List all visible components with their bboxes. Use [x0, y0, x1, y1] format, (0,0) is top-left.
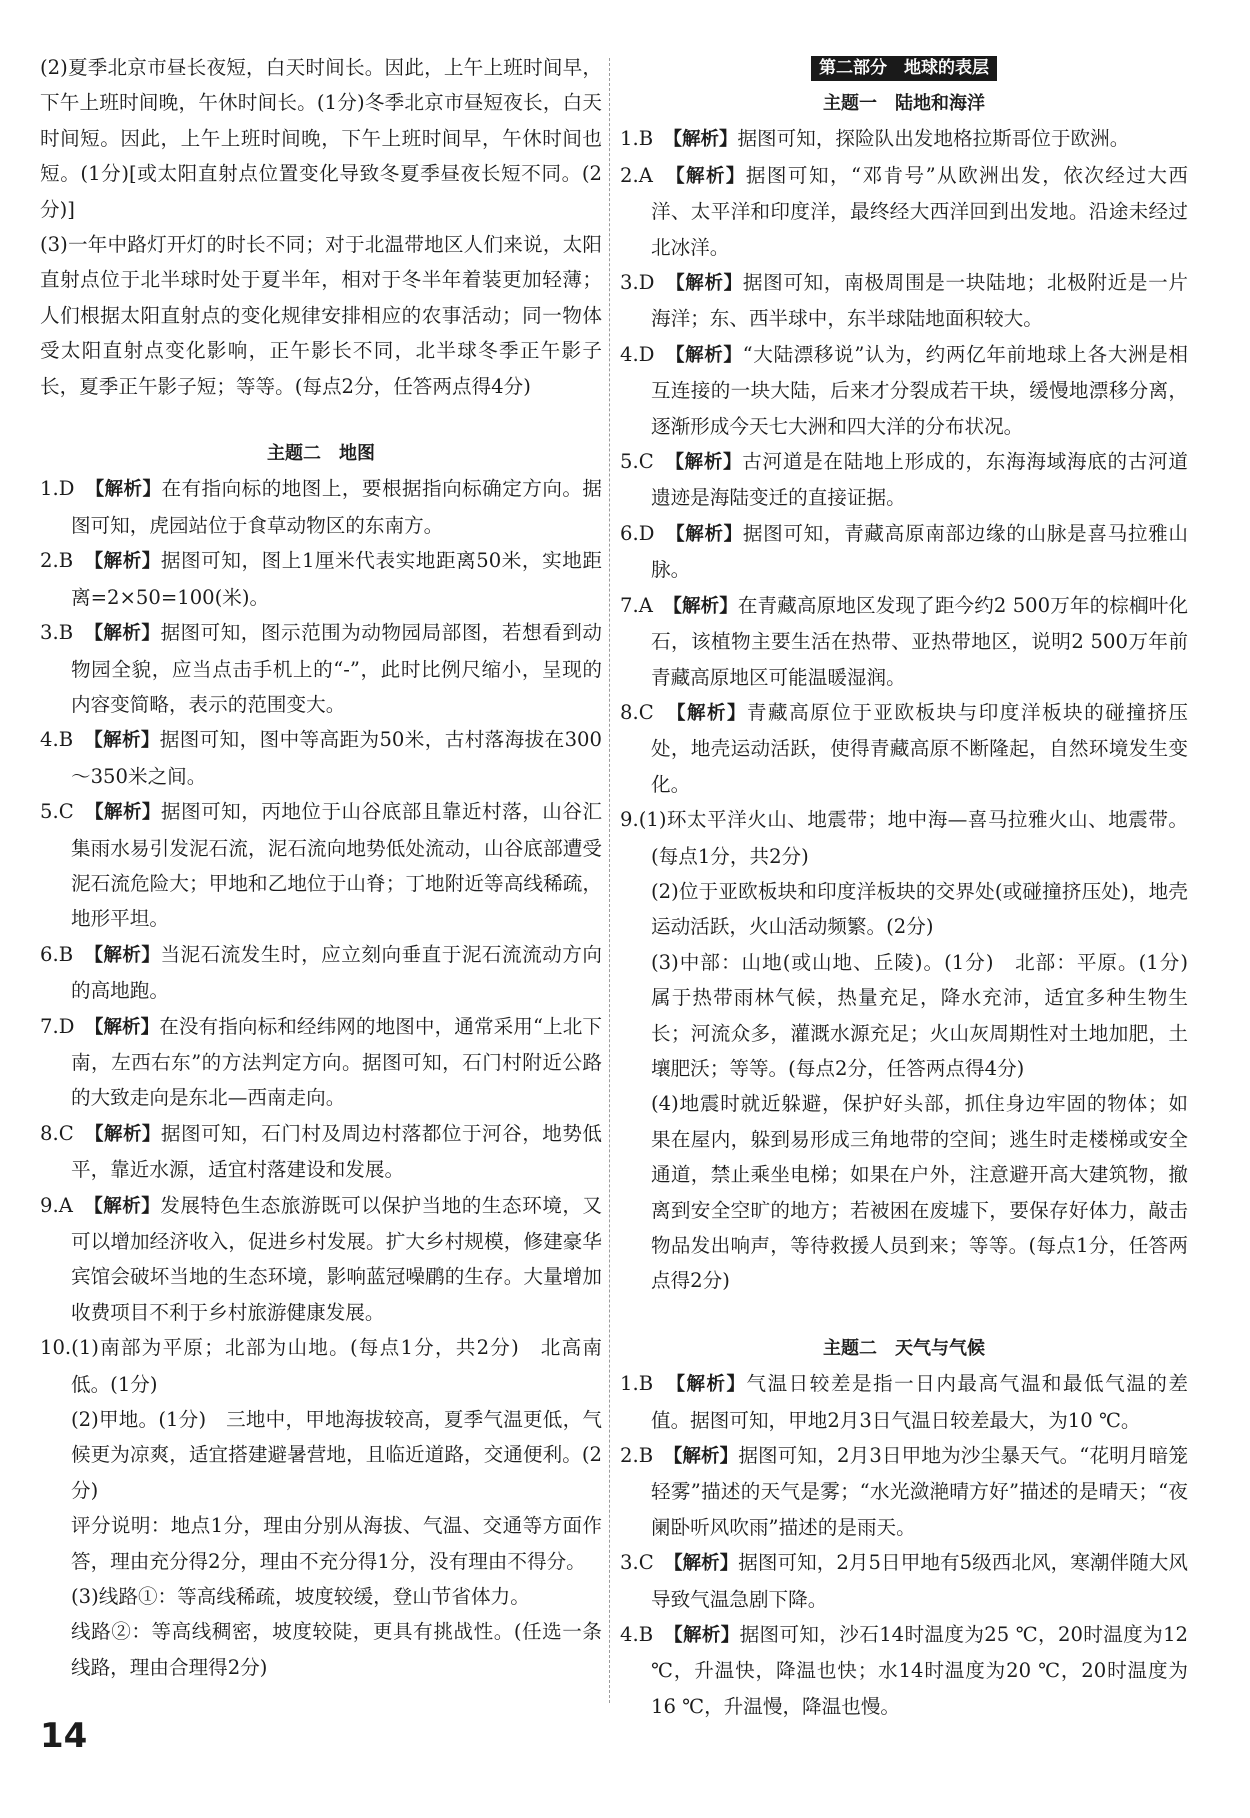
item-text: 据图可知，探险队出发地格拉斯哥位于欧洲。 — [737, 127, 1130, 151]
item-text: 青藏高原位于亚欧板块与印度洋板块的碰撞挤压处，地壳运动活跃，使得青藏高原不断隆起，自然环境发生变化。 — [651, 700, 1188, 796]
analysis-tag: 【解析】 — [673, 1625, 740, 1647]
item-text: 据图可知，沙石14时温度为25 ℃，20时温度为12 ℃，升温快，降温也快；水14时温度为20 ℃，20时温度为16 ℃，升温慢，降温也慢。 — [651, 1623, 1188, 1718]
item-number: 7.A — [620, 593, 653, 617]
page-number: 14 — [40, 1716, 88, 1756]
analysis-tag: 【解析】 — [93, 944, 161, 966]
right-column — [620, 50, 1208, 1724]
column-divider — [609, 58, 610, 1703]
section-title-map: 主题二 地图 — [267, 443, 375, 465]
answer-item — [620, 1545, 1188, 1617]
analysis-tag: 【解析】 — [672, 129, 738, 151]
item-number: 2.A — [620, 163, 653, 187]
item-text: (1)环太平洋火山、地震带；地中海—喜马拉雅火山、地震带。(每点1分，共2分) — [638, 808, 1188, 868]
answer-item — [40, 615, 602, 722]
analysis-tag: 【解析】 — [675, 1374, 747, 1396]
item-text: 在青藏高原地区发现了距今约2 500万年的棕榈叶化石，该植物主要生活在热带、亚热带地区，说明2 500万年前青藏高原地区可能温暖湿润。 — [651, 593, 1188, 689]
item-number: 3.D — [620, 271, 655, 295]
item-text: 在有指向标的地图上，要根据指向标确定方向。据图可知，虎园站位于食草动物区的东南方。 — [71, 477, 602, 537]
answer-item — [40, 543, 602, 615]
answer-item — [620, 265, 1188, 337]
analysis-tag: 【解析】 — [676, 702, 747, 724]
analysis-tag: 【解析】 — [675, 273, 743, 295]
analysis-tag: 【解析】 — [93, 730, 160, 752]
analysis-tag: 【解析】 — [675, 165, 746, 187]
answer-item — [620, 1617, 1188, 1724]
answer-subpart: (4)地震时就近躲避，保护好头部，抓住身边牢固的物体；如果在屋内，躲到易形成三角地带的空间；逃生时走楼梯或安全通道，禁止乘坐电梯；如果在户外，注意避开高大建筑物，撤离到安全空旷的地方；若被困在废墟下，要保存好体力，敲击物品发出响声，等待救援人员到来；等等。(每点1分，任答两点得2分) — [651, 1092, 1188, 1293]
item-number: 1.D — [40, 477, 75, 501]
item-number: 9. — [620, 808, 639, 832]
answer-item — [620, 121, 1188, 157]
answer-item — [40, 1009, 602, 1116]
answer-item — [620, 1366, 1188, 1438]
analysis-tag: 【解析】 — [675, 523, 743, 545]
item-text: 气温日较差是指一日内最高气温和最低气温的差值。据图可知，甲地2月3日气温日较差最大，为10 ℃。 — [651, 1372, 1188, 1432]
analysis-tag: 【解析】 — [94, 1016, 160, 1038]
answer-subpart: (2)位于亚欧板块和印度洋板块的交界处(或碰撞挤压处)，地壳运动活跃，火山活动频繁。(2分) — [651, 879, 1188, 939]
item-text: 据图可知，图示范围为动物园局部图，若想看到动物园全貌，应当点击手机上的“-”，此时比例尺缩小，呈现的内容变简略，表示的范围变大。 — [71, 621, 602, 716]
item-number: 2.B — [620, 1444, 654, 1468]
item-number: 6.B — [40, 942, 74, 966]
answer-item — [40, 937, 602, 1009]
analysis-tag: 【解析】 — [675, 344, 743, 366]
item-number: 4.B — [620, 1623, 654, 1647]
item-number: 8.C — [40, 1121, 74, 1145]
analysis-tag: 【解析】 — [673, 1553, 739, 1575]
intro-paragraph: (2)夏季北京市昼长夜短，白天时间长。因此，上午上班时间早，下午上班时间晚，午休时间长。(1分)冬季北京市昼短夜长，白天时间短。因此，上午上班时间晚，下午上班时间早，午休时间也短。(1分)[或太阳直射点位置变化导致冬夏季昼夜长短不同。(2分)] — [40, 56, 602, 221]
analysis-tag: 【解析】 — [672, 595, 738, 617]
item-text: 据图可知，丙地位于山谷底部且靠近村落，山谷汇集雨水易引发泥石流，泥石流向地势低处流动，山谷底部遭受泥石流危险大；甲地和乙地位于山脊；丁地附近等高线稀疏，地形平坦。 — [71, 800, 603, 931]
item-number: 6.D — [620, 521, 655, 545]
analysis-tag: 【解析】 — [672, 1446, 739, 1468]
intro-paragraph: (3)一年中路灯开灯的时长不同；对于北温带地区人们来说，太阳直射点位于北半球时处于夏半年，相对于冬半年着装更加轻薄；人们根据太阳直射点的变化规律安排相应的农事活动；同一物体受太阳直射点变化影响，正午影长不同，北半球冬季正午影子长，夏季正午影子短；等等。(每点2分，任答两点得4分) — [40, 233, 602, 398]
item-text: 据图可知，“邓肯号”从欧洲出发，依次经过大西洋、太平洋和印度洋，最终经大西洋回到出发地。沿途未经过北冰洋。 — [651, 163, 1188, 259]
answer-subpart: (2)甲地。(1分) 三地中，甲地海拔较高，夏季气温更低，气候更为凉爽，适宜搭建避暑营地，且临近道路，交通便利。(2分) — [71, 1408, 602, 1502]
item-text: 据图可知，南极周围是一块陆地；北极附近是一片海洋；东、西半球中，东半球陆地面积较大。 — [651, 271, 1189, 331]
item-text: 据图可知，2月3日甲地为沙尘暴天气。“花明月暗笼轻雾”描述的天气是雾；“水光潋滟晴方好”描述的是晴天；“夜阑卧听风吹雨”描述的是雨天。 — [651, 1444, 1189, 1539]
item-number: 5.C — [40, 800, 74, 824]
item-number: 10. — [40, 1336, 72, 1360]
part-title-banner — [620, 52, 1188, 86]
analysis-tag: 【解析】 — [93, 623, 161, 645]
item-number: 2.B — [40, 549, 74, 573]
item-number: 8.C — [620, 700, 654, 724]
item-text: 古河道是在陆地上形成的，东海海域海底的古河道遗迹是海陆变迁的直接证据。 — [651, 450, 1189, 510]
item-number: 9.A — [40, 1193, 73, 1217]
item-number: 3.C — [620, 1551, 654, 1575]
item-text: 据图可知，石门村及周边村落都位于河谷，地势低平，靠近水源，适宜村落建设和发展。 — [71, 1121, 603, 1182]
answer-item — [620, 158, 1188, 265]
answer-subpart: 线路②：等高线稠密，坡度较陡，更具有挑战性。(任选一条线路，理由合理得2分) — [71, 1620, 602, 1679]
left-column — [40, 50, 602, 1685]
answer-item — [620, 444, 1188, 516]
item-text: 据图可知，图中等高距为50米，古村落海拔在300～350米之间。 — [71, 728, 602, 788]
answer-item — [620, 588, 1188, 695]
answer-item — [620, 516, 1188, 588]
item-text: 据图可知，青藏高原南部边缘的山脉是喜马拉雅山脉。 — [651, 521, 1189, 582]
item-text: 发展特色生态旅游既可以保护当地的生态环境，又可以增加经济收入，促进乡村发展。扩大乡村规模，修建豪华宾馆会破坏当地的生态环境，影响蓝冠噪鹛的生存。大量增加收费项目不利于乡村旅游健康发展。 — [71, 1193, 603, 1324]
answer-subpart: (3)线路①：等高线稀疏，坡度较缓，登山节省体力。 — [71, 1585, 530, 1609]
answer-item — [40, 794, 602, 937]
answer-item — [620, 695, 1188, 802]
answer-item — [40, 722, 602, 794]
item-text: 据图可知，图上1厘米代表实地距离50米，实地距离=2×50=100(米)。 — [71, 549, 602, 609]
analysis-tag: 【解析】 — [94, 802, 161, 824]
answer-subpart: (3)中部：山地(或山地、丘陵)。(1分) 北部：平原。(1分) 属于热带雨林气候，热量充足，降水充沛，适宜多种生物生长；河流众多，灌溉水源充足；火山灰周期性对土地加肥，土壤肥沃；等等。(每点2分，任答两点得4分) — [651, 950, 1208, 1080]
analysis-tag: 【解析】 — [94, 479, 162, 501]
item-number: 1.B — [620, 1372, 654, 1396]
analysis-tag: 【解析】 — [94, 1123, 161, 1145]
item-number: 7.D — [40, 1014, 75, 1038]
item-number: 4.B — [40, 728, 74, 752]
section-title-land-sea: 主题一 陆地和海洋 — [823, 93, 985, 114]
scoring-note: 评分说明：地点1分，理由分别从海拔、气温、交通等方面作答，理由充分得2分，理由不充分得1分，没有理由不得分。 — [71, 1514, 602, 1573]
analysis-tag: 【解析】 — [93, 551, 161, 573]
item-number: 4.D — [620, 342, 655, 366]
item-text: “大陆漂移说”认为，约两亿年前地球上各大洲是相互连接的一块大陆，后来才分裂成若干块，缓慢地漂移分离，逐渐形成今天七大洲和四大洋的分布状况。 — [651, 342, 1188, 438]
answer-item — [40, 471, 602, 543]
item-text: 据图可知，2月5日甲地有5级西北风，寒潮伴随大风导致气温急剧下降。 — [651, 1551, 1188, 1611]
item-text: (1)南部为平原；北部为山地。(每点1分，共2分) 北高南低。(1分) — [71, 1336, 602, 1396]
item-number: 1.B — [620, 127, 654, 151]
item-text: 当泥石流发生时，应立刻向垂直于泥石流流动方向的高地跑。 — [71, 942, 602, 1003]
analysis-tag: 【解析】 — [93, 1195, 161, 1217]
answer-item — [40, 1116, 602, 1188]
section-title-weather-climate: 主题二 天气与气候 — [823, 1337, 985, 1359]
answer-item — [40, 1330, 602, 1402]
answer-item — [620, 1438, 1188, 1545]
answer-item — [620, 337, 1188, 444]
item-text: 在没有指向标和经纬网的地图中，通常采用“上北下南，左西右东”的方法判定方向。据图可知，石门村附近公路的大致走向是东北—西南走向。 — [71, 1014, 602, 1110]
analysis-tag: 【解析】 — [674, 452, 743, 474]
item-number: 3.B — [40, 621, 74, 645]
answer-item — [620, 802, 1188, 874]
item-number: 5.C — [620, 450, 654, 474]
answer-item — [40, 1188, 602, 1331]
part-title: 第二部分 地球的表层 — [811, 56, 997, 81]
